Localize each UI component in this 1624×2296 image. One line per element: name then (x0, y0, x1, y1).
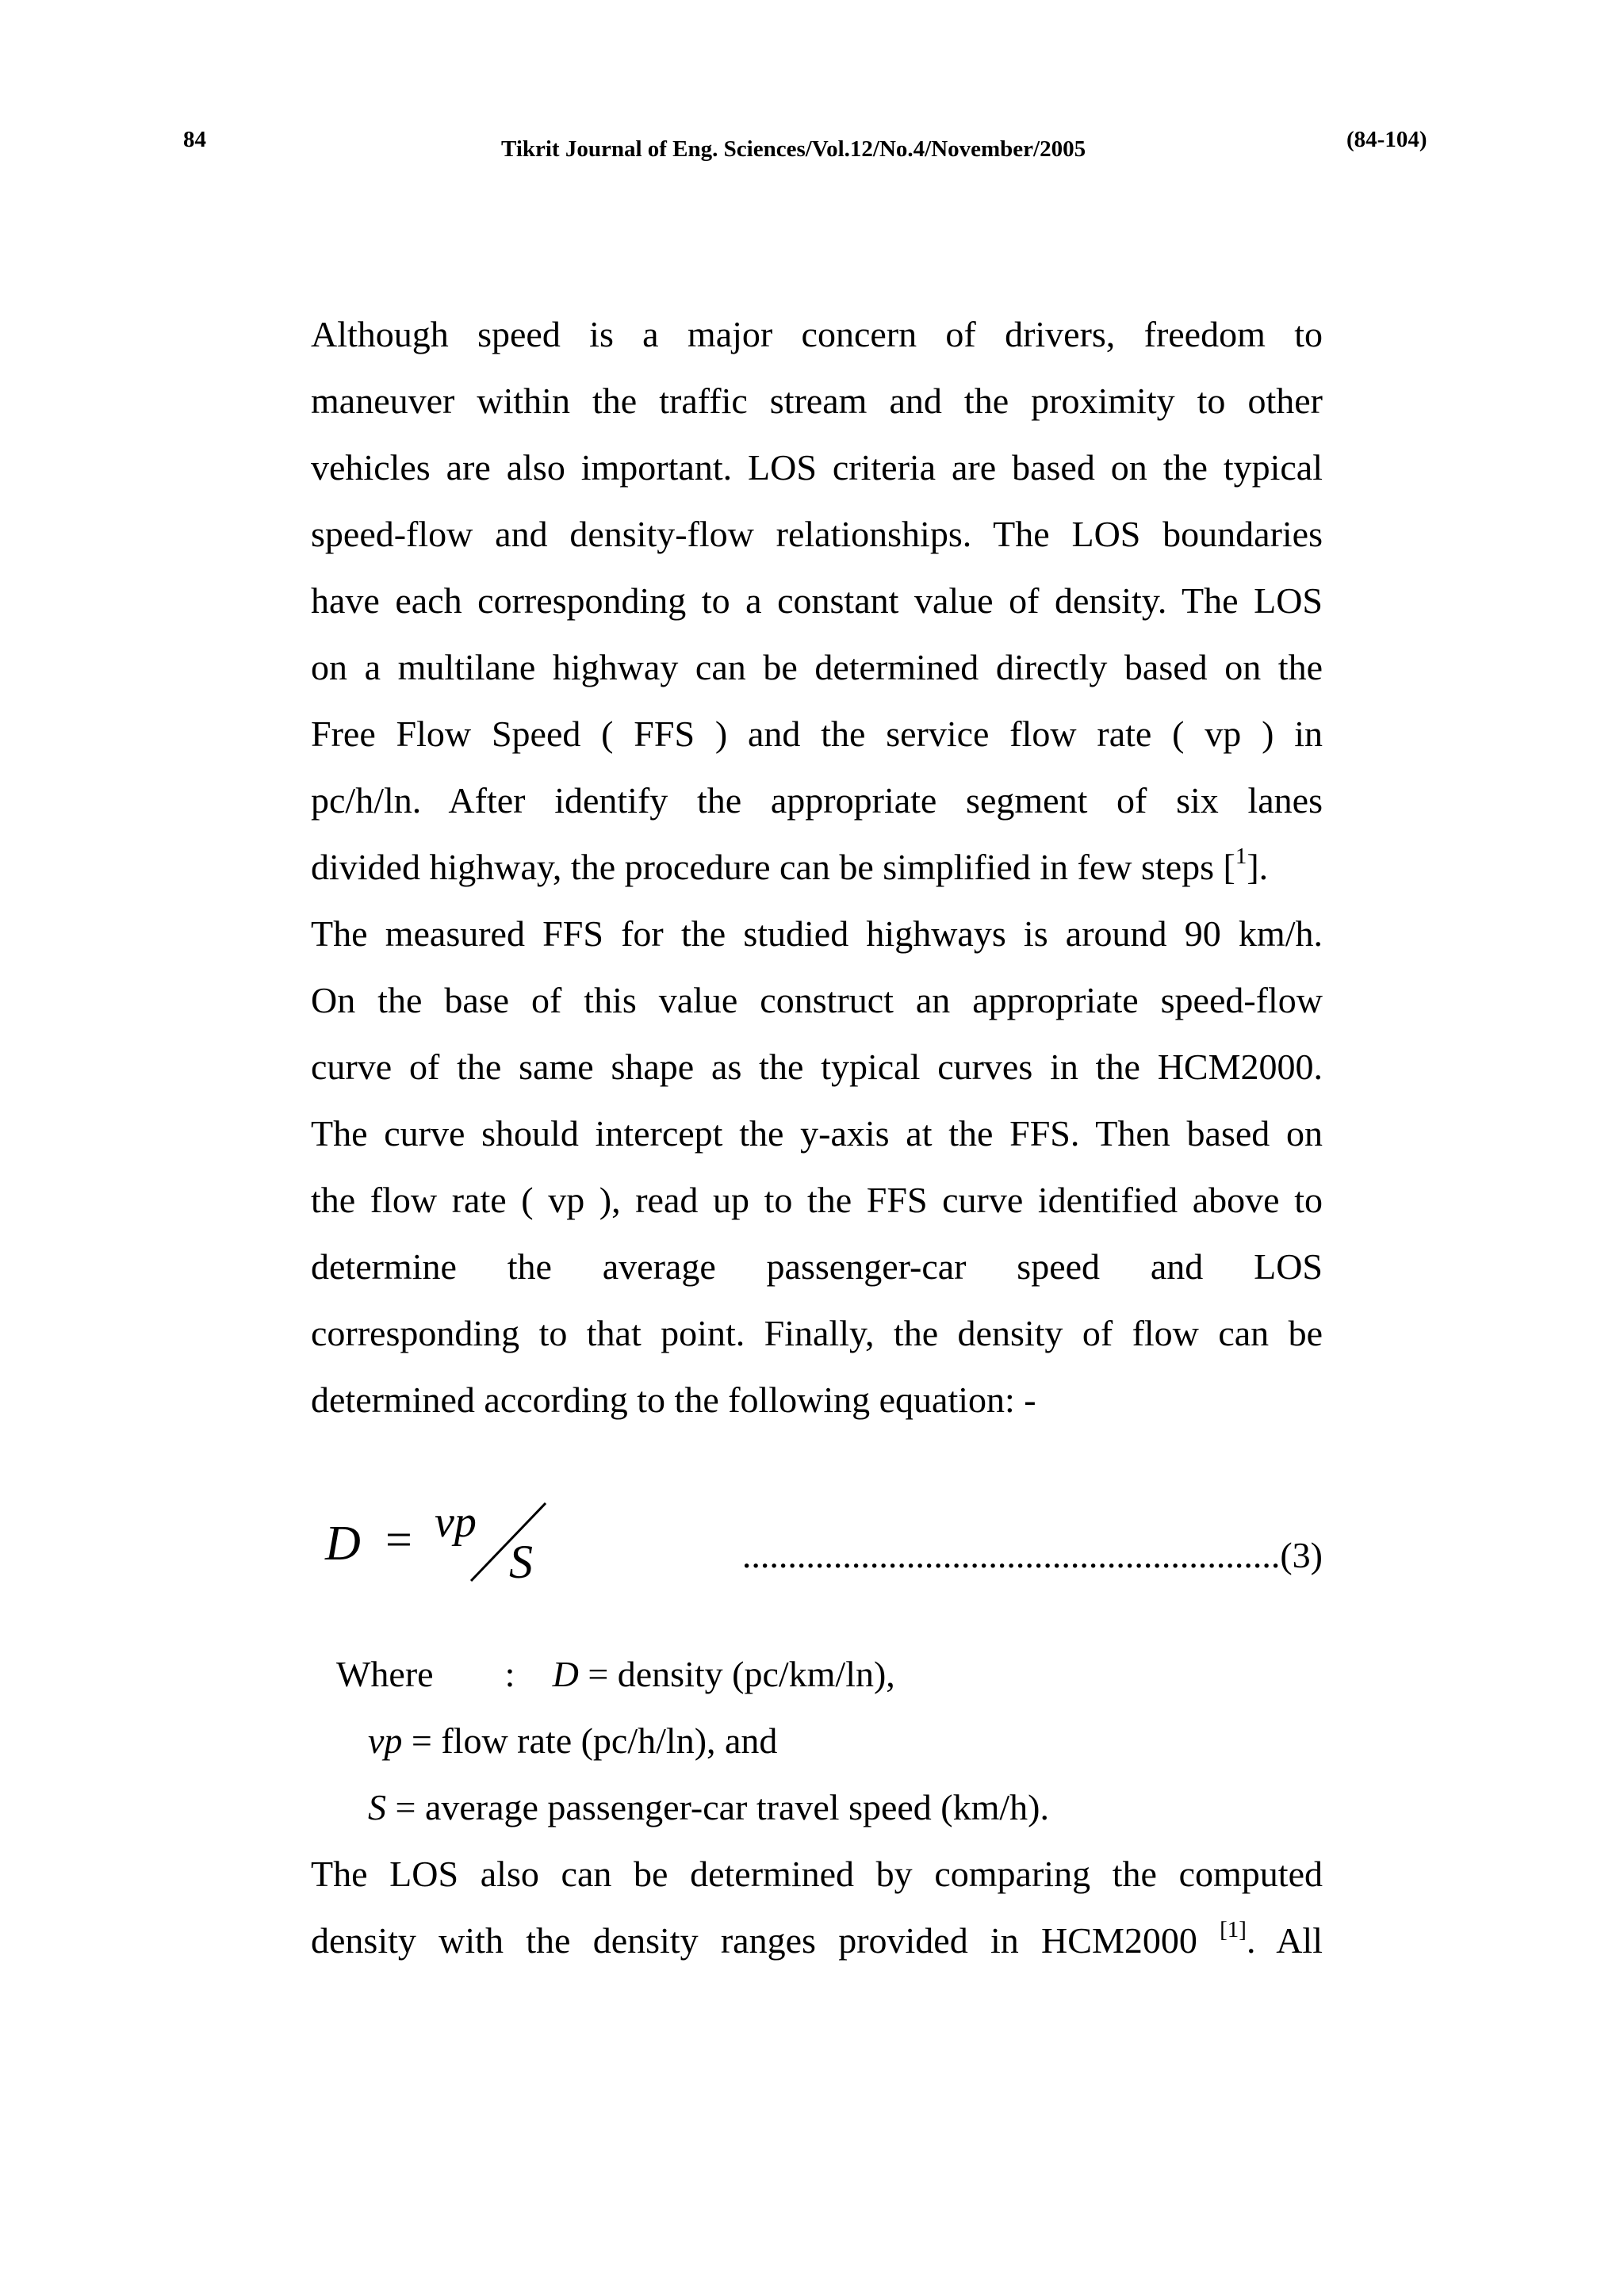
text-span: divided highway, the procedure can be simplified in few steps [ (311, 847, 1235, 887)
text-line: curve of the same shape as the typical curves in the HCM2000. (311, 1047, 1323, 1087)
paragraph-2 (311, 1841, 1323, 1974)
page-number: 84 (183, 127, 206, 152)
where-label: Where (336, 1654, 434, 1694)
equation-equals: = (385, 1513, 412, 1566)
page-range: (84-104) (1346, 127, 1427, 152)
equation-numerator: vp (435, 1498, 477, 1547)
symbol-s: S (368, 1787, 386, 1827)
text-line: Although speed is a major concern of drivers, freedom to (311, 314, 1323, 354)
symbol-vp: vp (368, 1720, 403, 1761)
journal-header: Tikrit Journal of Eng. Sciences/Vol.12/No.4/November/2005 (501, 136, 1086, 162)
text-line: determine the average passenger-car speed and LOS (311, 1246, 1323, 1287)
text-line-citation (311, 834, 1323, 901)
citation-superscript: 1 (1235, 843, 1247, 869)
definition-s: = average passenger-car travel speed (km/h). (386, 1787, 1049, 1827)
text-span: ]. (1247, 847, 1269, 887)
citation-superscript: [1] (1220, 1916, 1247, 1942)
text-line: vehicles are also important. LOS criteria are based on the typical (311, 447, 1323, 488)
text-span: density with the density ranges provided in HCM2000 (311, 1920, 1220, 1961)
where-line-density (336, 1641, 895, 1708)
definition-vp: = flow rate (pc/h/ln), and (402, 1720, 778, 1761)
text-line: Free Flow Speed ( FFS ) and the service flow rate ( vp ) in (311, 714, 1323, 754)
where-line-flow-rate (368, 1708, 777, 1774)
text-line: determined according to the following equation: - (311, 1380, 1036, 1420)
text-line: maneuver within the traffic stream and the proximity to other (311, 381, 1323, 421)
text-line: corresponding to that point. Finally, the density of flow can be (311, 1313, 1323, 1353)
text-line: The curve should intercept the y-axis at the FFS. Then based on (311, 1113, 1323, 1154)
text-line: The measured FFS for the studied highways is around 90 km/h. (311, 913, 1323, 954)
text-line: the flow rate ( vp ), read up to the FFS curve identified above to (311, 1180, 1323, 1220)
paragraph-1 (311, 301, 1323, 1433)
text-line: have each corresponding to a constant value of density. The LOS (311, 580, 1323, 621)
density-equation (316, 1498, 585, 1594)
text-span: . All (1246, 1920, 1323, 1961)
text-line: On the base of this value construct an appropriate speed-flow (311, 980, 1323, 1020)
text-line: speed-flow and density-flow relationships. The LOS boundaries (311, 514, 1323, 554)
text-line: on a multilane highway can be determined directly based on the (311, 647, 1323, 687)
definition-d: = density (pc/km/ln), (578, 1654, 895, 1694)
text-line-citation (311, 1908, 1323, 1974)
where-colon: : (504, 1654, 515, 1694)
equation-denominator: S (509, 1536, 533, 1588)
equation-lhs: D (325, 1517, 361, 1571)
text-line: The LOS also can be determined by comparing the computed (311, 1854, 1323, 1894)
where-line-speed (368, 1774, 1049, 1841)
symbol-d: D (552, 1654, 579, 1694)
equation-reference: ...........................................................(3) (741, 1535, 1323, 1575)
text-line: pc/h/ln. After identify the appropriate segment of six lanes (311, 780, 1323, 821)
